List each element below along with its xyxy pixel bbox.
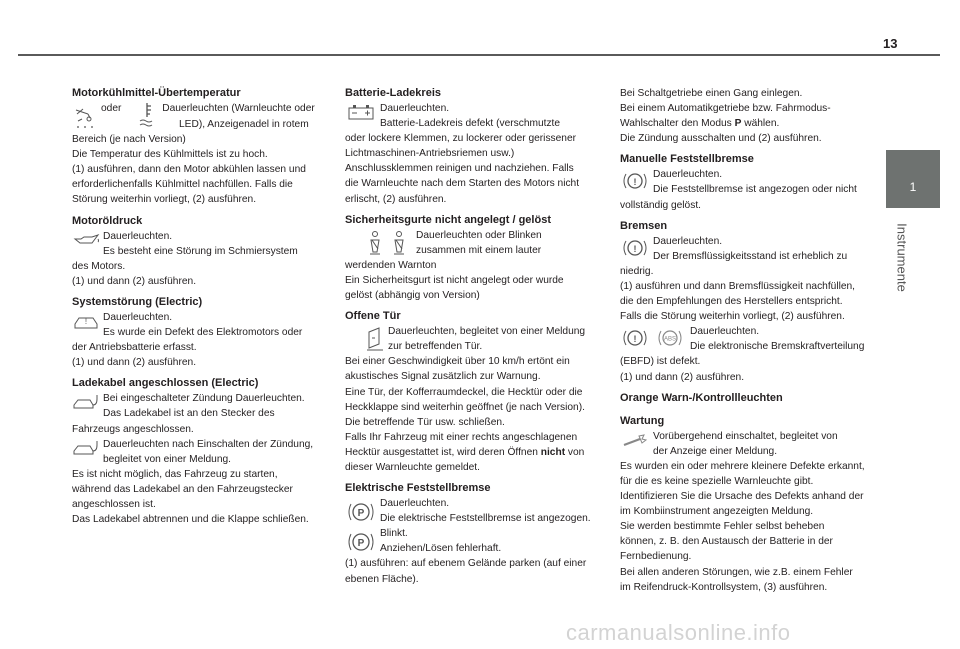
section-system-fault xyxy=(72,295,330,370)
text-line: Dauerleuchten. xyxy=(653,235,723,247)
text-line: zusammen mit einem lauter xyxy=(416,244,542,256)
chapter-label: Instrumente xyxy=(894,223,910,292)
battery-icon xyxy=(345,103,377,121)
text-line: Es wurde ein Defekt des Elektromotors oder xyxy=(103,327,303,339)
watermark: carmanualsonline.info xyxy=(566,620,791,645)
column-1 xyxy=(72,86,330,533)
text-line: oder lockere Klemmen, zu lockerer oder gerissener xyxy=(345,133,577,145)
section-oil xyxy=(72,214,330,289)
text-line: Dauerleuchten oder Blinken xyxy=(416,229,542,241)
text-line: der Antriebsbatterie erfasst. xyxy=(72,342,197,354)
text-line: Dauerleuchten. xyxy=(380,498,450,510)
section-title: Motorkühlmittel-Übertemperatur xyxy=(72,87,241,99)
text-line: Bei eingeschalteter Zündung Dauerleuchten. xyxy=(103,393,305,405)
text-line: (1) ausführen, dann den Motor abkühlen lassen und xyxy=(72,164,306,176)
text-line: Hecktür ausgestattet ist, wird deren Öffnen nicht von xyxy=(345,446,585,458)
text-line: (1) ausführen und dann Bremsflüssigkeit nachfüllen, xyxy=(620,280,856,292)
section-intro xyxy=(620,86,876,146)
text-line: während das Ladekabel an den Fahrzeugstecker xyxy=(72,483,293,495)
text-line: der Anzeige einer Meldung. xyxy=(653,445,778,457)
brake-warning-icon xyxy=(620,326,650,350)
text-line: Batterie-Ladekreis defekt (verschmutzte xyxy=(380,118,561,130)
text-line: Bei allen anderen Störungen, wie z.B. einem Fehler xyxy=(620,566,853,578)
wrench-icon xyxy=(620,431,650,451)
text-line: zur betreffenden Tür. xyxy=(388,341,483,353)
text-line: Wahlschalter den Modus P wählen. xyxy=(620,118,780,130)
text-line: niedrig. xyxy=(620,265,654,277)
text-line: Ein Sicherheitsgurt ist nicht angelegt oder wurde xyxy=(345,274,564,286)
section-title: Offene Tür xyxy=(345,310,401,323)
text-line: Anschlussklemmen reinigen und nachziehen. Falls xyxy=(345,163,574,175)
section-title: Bremsen xyxy=(620,219,668,232)
section-title: Wartung xyxy=(620,414,665,427)
section-open-door xyxy=(345,309,597,475)
text-line: (EBFD) ist defekt. xyxy=(620,356,701,368)
text-line: Dauerleuchten. xyxy=(103,311,173,323)
header-rule xyxy=(18,54,940,56)
text-line: (1) und dann (2) ausführen. xyxy=(620,371,745,383)
text-line: im Reifendruck-Kontrollsystem, (3) ausführen. xyxy=(620,581,828,593)
text-line: Identifizieren Sie die Ursache des Defekts anhand der xyxy=(620,491,864,503)
chapter-number: 1 xyxy=(909,180,917,194)
abs-icon xyxy=(653,326,687,350)
column-2 xyxy=(345,86,597,593)
text-line: Dauerleuchten. xyxy=(103,230,173,242)
text-line: vollständig gelöst. xyxy=(620,199,701,211)
section-maintenance xyxy=(620,414,876,595)
text-line: Bereich (je nach Version) xyxy=(72,134,186,146)
text-line: Der Bremsflüssigkeitsstand ist erheblich zu xyxy=(653,250,848,262)
text-line: Es wurden ein oder mehrere kleinere Defekte erkannt, xyxy=(620,460,865,472)
text-line: können, z. B. den Austausch der Batterie in der xyxy=(620,536,833,548)
text-line: Die betreffende Tür usw. schließen. xyxy=(345,416,505,428)
section-brakes xyxy=(620,219,876,385)
text-line: (1) ausführen: auf ebenem Gelände parken (auf einer xyxy=(345,558,587,570)
svg-text:!: ! xyxy=(633,177,637,188)
oil-can-icon xyxy=(72,231,100,249)
text-line: Vorübergehend einschaltet, begleitet von xyxy=(653,430,838,442)
section-title: Ladekabel angeschlossen (Electric) xyxy=(72,377,259,390)
text-line: Fahrzeugs angeschlossen. xyxy=(72,423,194,435)
text-line: die Warnleuchte nach dem Starten des Motors nicht xyxy=(345,178,580,190)
column-3 xyxy=(620,86,876,601)
section-title: Elektrische Feststellbremse xyxy=(345,482,491,495)
page-number: 13 xyxy=(883,36,898,51)
text-line: ebenen Fläche). xyxy=(345,573,419,585)
text-line: Die elektronische Bremskraftverteilung xyxy=(690,341,865,353)
text-line: Bei einem Automatikgetriebe bzw. Fahrmodus- xyxy=(620,103,831,115)
text-line: Es ist nicht möglich, das Fahrzeug zu starten, xyxy=(72,468,278,480)
text-line: Blinkt. xyxy=(380,528,408,540)
brake-warning-icon xyxy=(620,169,650,193)
text-line: Anziehen/Lösen fehlerhaft. xyxy=(380,543,502,555)
text-line: des Motors. xyxy=(72,260,126,272)
parking-brake-icon xyxy=(345,528,377,556)
coolant-temperature-alt-icon xyxy=(138,101,156,127)
text-line: Das Ladekabel ist an den Stecker des xyxy=(103,408,275,420)
coolant-line2: LED), Anzeigenadel in rotem xyxy=(179,119,309,130)
charging-cable-icon xyxy=(72,439,100,459)
charging-cable-icon xyxy=(72,393,100,413)
parking-brake-icon xyxy=(345,498,377,526)
text-line: im Kombiinstrument angezeigten Meldung. xyxy=(620,506,814,518)
text-line: akustisches Signal zusätzlich zur Warnung. xyxy=(345,371,541,383)
svg-text:P: P xyxy=(357,508,365,520)
text-line: Dauerleuchten, begleitet von einer Meldung xyxy=(388,326,586,338)
text-line: erforderlichenfalls Kühlmittel nachfüllen. Falls die xyxy=(72,179,293,191)
text-line: werdenden Warnton xyxy=(345,259,437,271)
text-line: erlischt, (2) ausführen. xyxy=(345,193,447,205)
text-line: Heckklappe sind weiterhin geöffnet (je nach Version). xyxy=(345,401,585,413)
svg-text:!: ! xyxy=(633,334,637,345)
open-door-icon xyxy=(365,326,385,352)
section-electric-parking-brake xyxy=(345,481,597,587)
text-line: Dauerleuchten. xyxy=(380,103,450,114)
text-line: (1) und dann (2) ausführen. xyxy=(72,275,197,287)
text-line: Lichtmaschinen-Antriebsriemen usw.) xyxy=(345,148,515,160)
text-line: Fernbedienung. xyxy=(620,551,692,563)
text-line: die den Empfehlungen des Herstellers entspricht. xyxy=(620,296,843,308)
section-title: Systemstörung (Electric) xyxy=(72,295,203,308)
text-line: gelöst (abhängig von Version) xyxy=(345,290,480,302)
text-line: Dauerleuchten. xyxy=(690,326,760,338)
svg-text:P: P xyxy=(357,538,365,550)
section-title: Batterie-Ladekreis xyxy=(345,87,441,99)
orange-lights-heading: Orange Warn-/Kontrollleuchten xyxy=(620,391,783,404)
section-manual-parking-brake xyxy=(620,152,876,212)
or-text: oder xyxy=(101,103,122,114)
section-title: Sicherheitsgurte nicht angelegt / gelöst xyxy=(345,213,551,226)
text-line: Die elektrische Feststellbremse ist angezogen. xyxy=(380,513,591,525)
text-line: Bei Schaltgetriebe einen Gang einlegen. xyxy=(620,88,803,99)
text-line: Das Ladekabel abtrennen und die Klappe schließen. xyxy=(72,514,309,526)
text-line: Sie werden bestimmte Fehler selbst beheben xyxy=(620,521,825,533)
seatbelt-icon xyxy=(365,230,413,258)
section-seatbelt xyxy=(345,213,597,303)
text-line: Falls die Störung weiterhin vorliegt, (2) ausführen. xyxy=(620,311,845,323)
text-line: dieser Warnleuchte gemeldet. xyxy=(345,461,480,473)
svg-text:ABS: ABS xyxy=(663,336,677,343)
text-line: Die Temperatur des Kühlmittels ist zu hoch. xyxy=(72,149,268,161)
coolant-line1: Dauerleuchten (Warnleuchte oder xyxy=(162,103,315,114)
text-line: begleitet von einer Meldung. xyxy=(103,453,231,465)
coolant-temperature-icon xyxy=(72,103,98,131)
text-line: für die es keine spezielle Warnleuchte gibt. xyxy=(620,475,814,487)
text-line: Störung weiterhin vorliegt, (2) ausführen. xyxy=(72,194,257,206)
section-battery xyxy=(345,86,597,207)
electric-car-fault-icon xyxy=(72,312,100,332)
chapter-tab xyxy=(886,150,940,208)
text-line: Bei einer Geschwindigkeit über 10 km/h ertönt ein xyxy=(345,356,570,368)
section-charging-cable xyxy=(72,376,330,527)
text-line: Falls Ihr Fahrzeug mit einer rechts angeschlagenen xyxy=(345,431,578,443)
section-coolant xyxy=(72,86,330,208)
text-line: Eine Tür, der Kofferraumdeckel, die Hecktür oder die xyxy=(345,386,583,398)
brake-warning-icon xyxy=(620,236,650,260)
text-line: Dauerleuchten. xyxy=(653,169,723,181)
text-line: angeschlossen ist. xyxy=(72,498,156,510)
text-line: (1) und dann (2) ausführen. xyxy=(72,357,197,369)
text-line: Die Zündung ausschalten und (2) ausführen. xyxy=(620,133,822,145)
text-line: Die Feststellbremse ist angezogen oder nicht xyxy=(653,184,857,196)
svg-text:!: ! xyxy=(633,243,637,254)
text-line: Es besteht eine Störung im Schmiersystem xyxy=(103,245,298,257)
section-title: Manuelle Feststellbremse xyxy=(620,153,754,166)
text-line: Dauerleuchten nach Einschalten der Zündung, xyxy=(103,438,314,450)
section-title: Motoröldruck xyxy=(72,214,143,227)
svg-text:!: ! xyxy=(84,316,88,326)
